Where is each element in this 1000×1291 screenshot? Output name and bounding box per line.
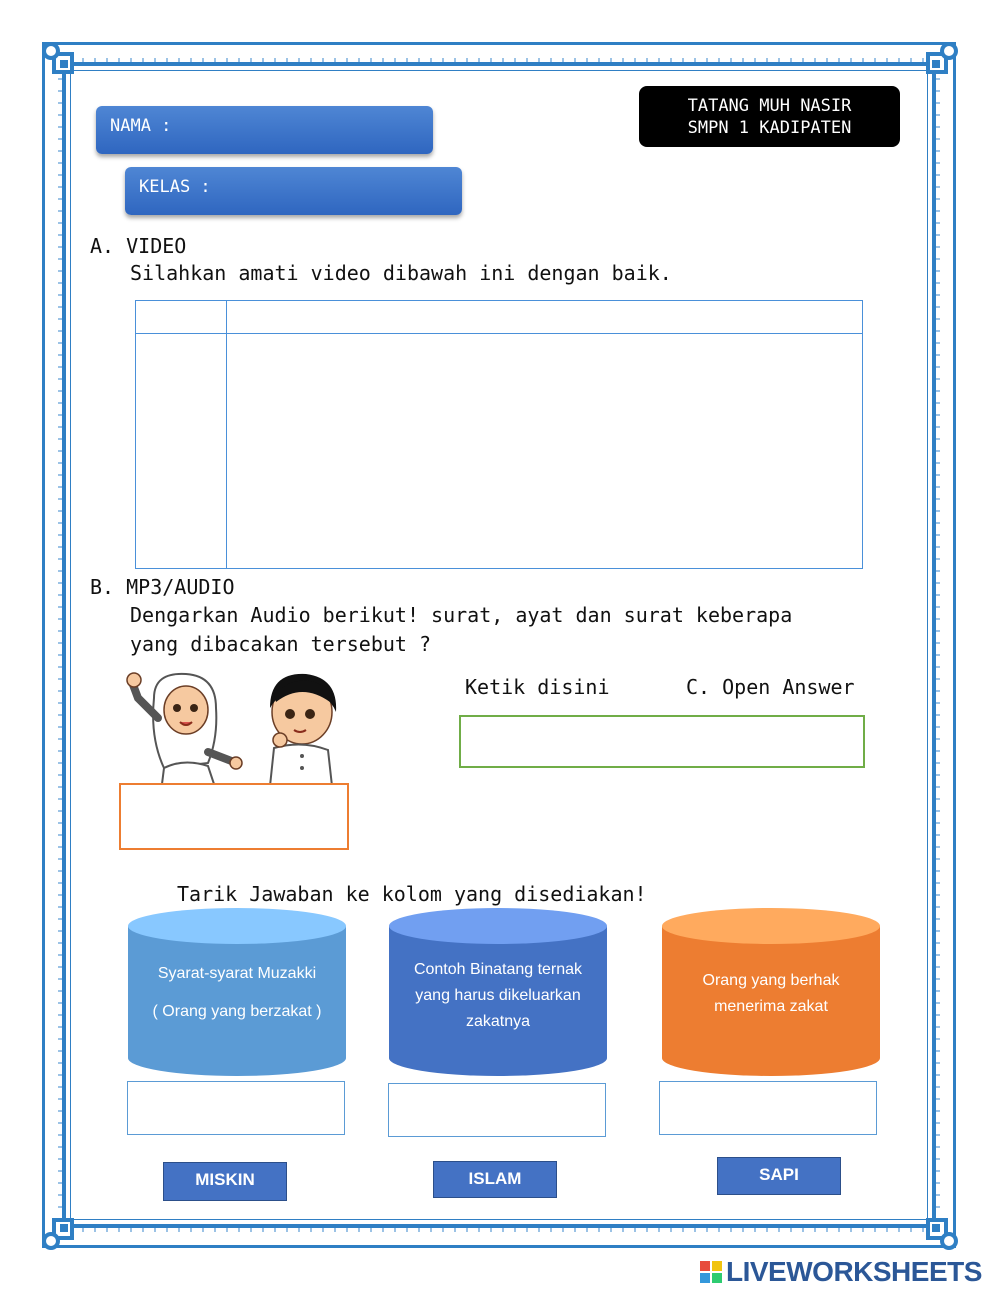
nama-label: NAMA : <box>110 116 172 136</box>
cylinder-muzakki[interactable] <box>128 908 346 1076</box>
drop-box-muzakki[interactable] <box>127 1081 345 1135</box>
cylinder-body <box>128 926 346 1076</box>
author-school: SMPN 1 KADIPATEN <box>687 118 852 138</box>
drag-answer-miskin[interactable]: MISKIN <box>163 1162 287 1201</box>
drag-answer-sapi[interactable]: SAPI <box>717 1157 841 1195</box>
liveworksheets-logo-icon <box>700 1261 722 1283</box>
kelas-label: KELAS : <box>139 177 211 197</box>
section-b-instruction-2: yang dibacakan tersebut ? <box>130 632 432 656</box>
cylinder-binatang[interactable] <box>389 908 607 1076</box>
drop-box-binatang[interactable] <box>388 1083 606 1137</box>
section-b-title: B. MP3/AUDIO <box>90 575 235 599</box>
cylinder-label: ( Orang yang berzakat ) <box>152 1003 322 1020</box>
cylinder-top <box>128 908 346 944</box>
cylinder-label: zakatnya <box>465 1013 531 1030</box>
cylinder-label: yang harus dikeluarkan <box>415 987 581 1004</box>
type-here-label: Ketik disini <box>465 675 610 699</box>
liveworksheets-logo[interactable] <box>700 1256 982 1288</box>
drop-box-mustahik[interactable] <box>659 1081 877 1135</box>
drag-answer-islam[interactable]: ISLAM <box>433 1161 557 1198</box>
drag-instruction: Tarik Jawaban ke kolom yang disediakan! <box>177 882 647 906</box>
liveworksheets-brand: LIVEWORKSHEETS <box>726 1256 982 1287</box>
author-name: TATANG MUH NASIR <box>687 96 852 116</box>
section-a-title: A. VIDEO <box>90 234 187 258</box>
cylinder-top <box>389 908 607 944</box>
cylinder-label: Orang yang berhak <box>702 972 840 989</box>
cylinder-label: Syarat-syarat Muzakki <box>157 965 317 982</box>
cylinder-label: menerima zakat <box>714 998 828 1015</box>
cylinder-mustahik[interactable] <box>662 908 880 1076</box>
section-b-instruction-1: Dengarkan Audio berikut! surat, ayat dan surat keberapa <box>130 603 793 627</box>
open-answer-label: C. Open Answer <box>686 675 855 699</box>
section-a-instruction: Silahkan amati video dibawah ini dengan baik. <box>130 261 672 285</box>
cylinder-label: Contoh Binatang ternak <box>413 961 583 978</box>
cylinder-top <box>662 908 880 944</box>
